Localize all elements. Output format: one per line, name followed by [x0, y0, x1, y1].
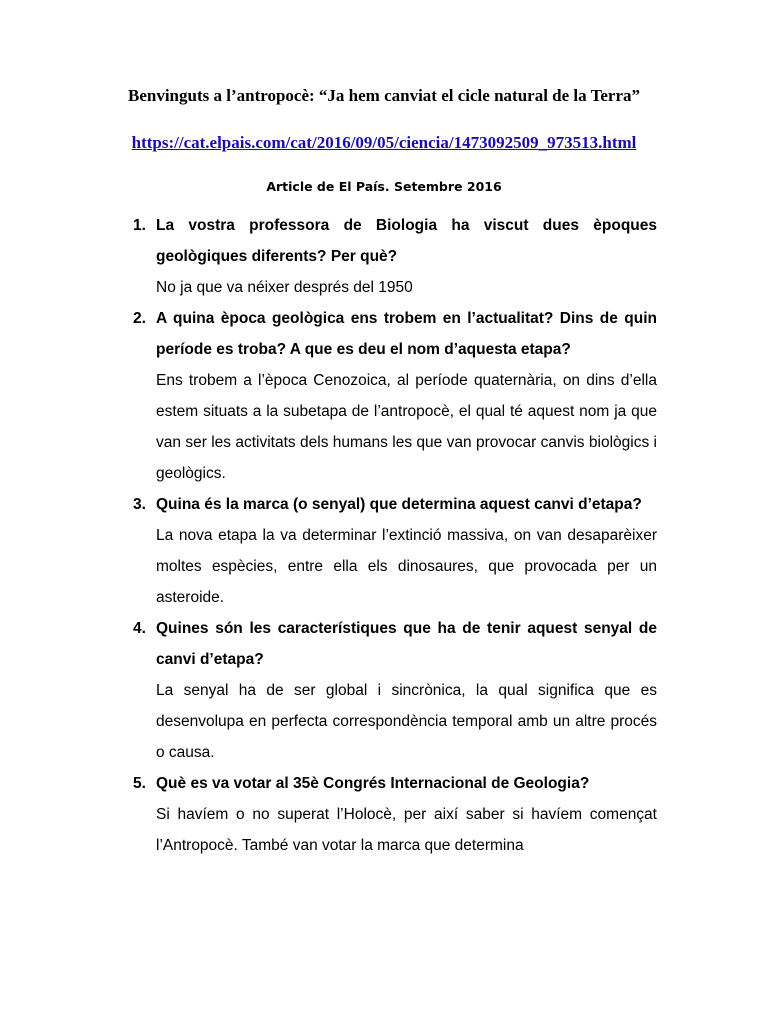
question-number: 3. [133, 496, 146, 513]
page-title: Benvinguts a l’antropocè: “Ja hem canviat el cicle natural de la Terra” [127, 86, 640, 105]
article-link[interactable]: https://cat.elpais.com/cat/2016/09/05/ciencia/1473092509_973513.html [131, 133, 637, 152]
question-text: La vostra professora de Biologia ha viscut dues èpoques geològiques diferents? Per què? [156, 217, 657, 265]
question-text: Què es va votar al 35è Congrés Internacional de Geologia? [156, 775, 590, 792]
question-item-3 [0, 489, 768, 613]
question-item-2 [0, 303, 768, 489]
question-item-4 [0, 613, 768, 768]
question-item-1 [0, 210, 768, 303]
answer-text: La senyal ha de ser global i sincrònica, la qual significa que es desenvolupa en perfecta correspondència temporal amb un altre procés o causa. [156, 682, 657, 761]
answer-text: Ens trobem a l’època Cenozoica, al període quaternària, on dins d’ella estem situats a la subetapa de l’antropocè, el qual té aquest nom ja que van ser les activitats dels humans les que van provocar canvis biològics i geològics. [156, 372, 657, 482]
answer-text: Si havíem o no superat l’Holocè, per així saber si havíem començat l’Antropocè. També van votar la marca que determina [156, 806, 657, 854]
question-text: Quina és la marca (o senyal) que determina aquest canvi d’etapa? [156, 496, 642, 513]
question-text: A quina època geològica ens trobem en l’actualitat? Dins de quin període es troba? A que es deu el nom d’aquesta etapa? [156, 310, 657, 358]
question-text: Quines són les característiques que ha de tenir aquest senyal de canvi d’etapa? [156, 620, 657, 668]
question-number: 1. [133, 217, 146, 234]
question-number: 2. [133, 310, 146, 327]
article-subtitle: Article de El País. Setembre 2016 [266, 179, 502, 194]
question-number: 5. [133, 775, 146, 792]
question-list [0, 210, 768, 861]
answer-text: La nova etapa la va determinar l’extinció massiva, on van desaparèixer moltes espècies, entre ella els dinosaures, que provocada per un asteroide. [156, 527, 657, 606]
answer-text: No ja que va néixer després del 1950 [156, 279, 413, 296]
question-number: 4. [133, 620, 146, 637]
question-item-5 [0, 768, 768, 861]
